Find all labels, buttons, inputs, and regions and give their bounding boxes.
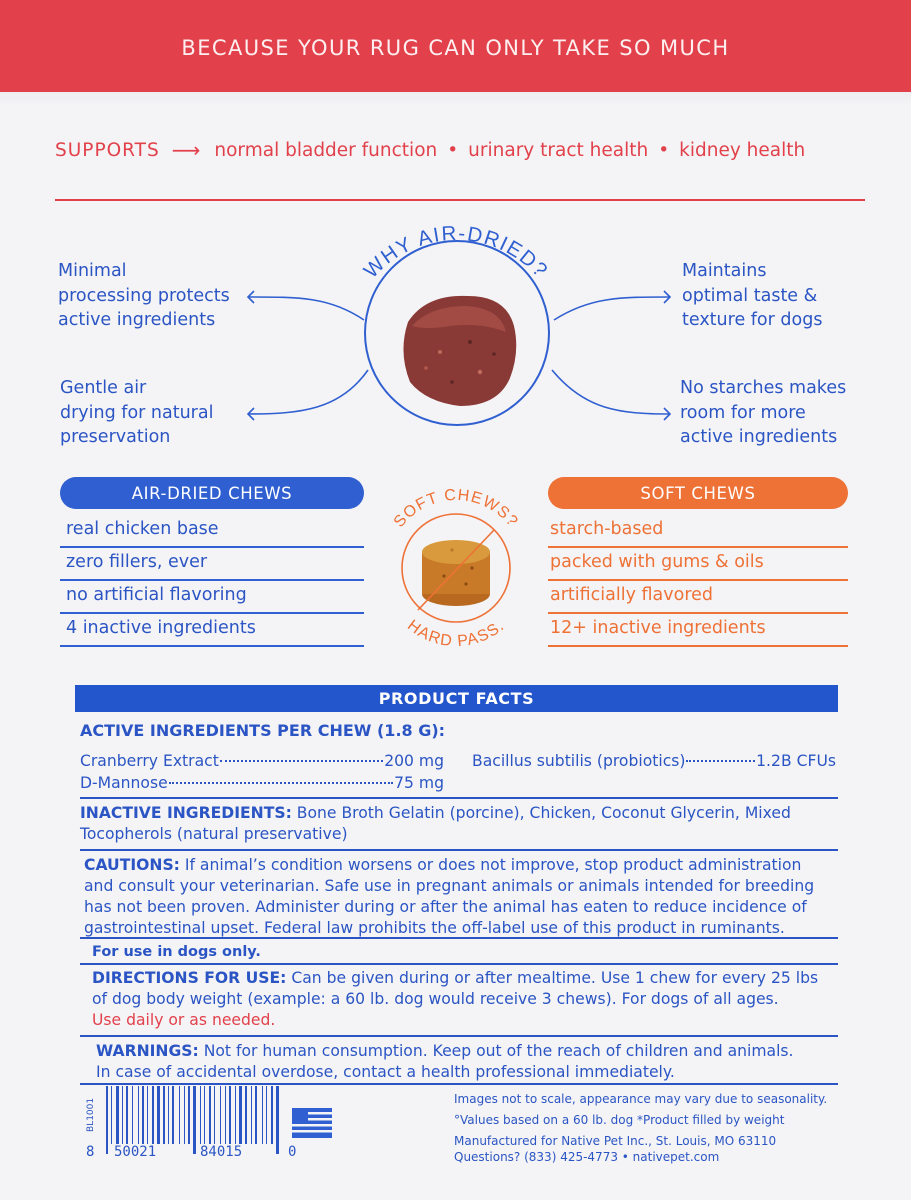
divider [55,199,865,201]
contact-line: Questions? (833) 425-4773 • nativepet.com [454,1150,720,1164]
heading-text: ACTIVE INGREDIENTS PER CHEW (1.8 G): [80,721,446,740]
active-ingredient-row [80,773,444,794]
barcode-digit: 8 [86,1144,95,1160]
text: gastrointestinal upset. Federal law prohibits the off-label use of this product in ruminants. [84,919,785,937]
soft-chews-badge [368,480,544,656]
feature-line: No starches makes [680,378,847,398]
text: In case of accidental overdose, contact a health professional immediately. [96,1063,675,1081]
arrow-right-icon: ⟶ [171,138,201,162]
barcode-bar [220,1086,221,1144]
inactive-ingredients [80,803,840,845]
barcode-bar [204,1086,205,1144]
warnings [96,1041,836,1083]
barcode-digit: 84015 [200,1144,243,1160]
soft-chews-row: starch-based [550,519,664,539]
air-dried-chews-pill: AIR-DRIED CHEWS [60,477,364,509]
text: If animal’s condition worsens or does not improve, stop product administration [184,856,802,874]
ingredient-name: D-Mannose [80,774,168,792]
barcode-bar [271,1086,273,1144]
text: Tocopherols (natural preservative) [80,825,348,843]
barcode-bar [229,1086,231,1144]
barcode-bar [239,1086,242,1144]
barcode-bar [262,1086,263,1144]
ingredient-amount: 200 mg [384,752,444,770]
barcode-bar [147,1086,148,1144]
feature-left-1 [58,259,230,333]
barcode-bar [132,1086,133,1144]
feature-line: room for more [680,402,806,423]
label: WARNINGS: [96,1042,199,1060]
row-divider [60,645,364,647]
text: Use daily or as needed. [92,1011,276,1029]
soft-chews-row: packed with gums & oils [550,552,764,572]
text: For use in dogs only. [92,944,261,960]
facts-divider [80,963,838,965]
feature-line: active ingredients [680,427,838,447]
facts-divider [80,1083,838,1085]
barcode-bar [157,1086,160,1144]
us-flag-icon [292,1108,332,1138]
row-divider [548,546,848,548]
barcode-bar [122,1086,123,1144]
soft-chews-row: 12+ inactive ingredients [550,618,766,638]
row-divider [548,645,848,647]
label: CAUTIONS: [84,856,180,874]
facts-divider [80,849,838,851]
barcode-bar [193,1086,196,1154]
row-divider [60,612,364,614]
barcode-bar [255,1086,257,1144]
ingredient-amount: 1.2B CFUs [756,752,836,770]
feature-line: Gentle air [60,378,147,398]
barcode-bar [209,1086,211,1144]
label: DIRECTIONS FOR USE: [92,969,287,987]
barcode-bar [116,1086,119,1144]
lot-code: BL1001 [86,1097,96,1132]
row-divider [548,579,848,581]
barcode-bar [142,1086,144,1144]
barcode-bar [276,1086,279,1154]
badge-top-text: SOFT CHEWS? [390,486,522,531]
text: Can be given during or after mealtime. Use 1 chew for every 25 lbs [291,969,819,987]
text: Bone Broth Gelatin (porcine), Chicken, Coconut Glycerin, Mixed [296,804,791,822]
text: Not for human consumption. Keep out of the reach of children and animals. [203,1042,794,1060]
barcode-bar [214,1086,215,1144]
air-dried-row: 4 inactive ingredients [66,618,256,638]
text: and consult your veterinarian. Safe use in pregnant animals or animals intended for breeding [84,877,815,895]
leader-dots [169,782,393,784]
top-banner [0,0,911,100]
badge-text: WHY AIR-DRIED? [359,222,553,283]
barcode-bar [184,1086,185,1144]
text: has not been proven. Administer during or after the animal has eaten to reduce incidence of [84,898,807,916]
row-divider [60,579,364,581]
manufacturer-line: Manufactured for Native Pet Inc., St. Louis, MO 63110 [454,1134,777,1148]
barcode-bar [245,1086,247,1144]
why-air-dried-badge [330,222,582,452]
barcode-bar [168,1086,169,1144]
leader-dots [220,760,383,762]
feature-right-2 [680,376,846,450]
soft-chews-pill: SOFT CHEWS [548,477,848,509]
barcode-bar [235,1086,236,1144]
ingredient-name: Bacillus subtilis (probiotics) [472,752,686,770]
feature-line: texture for dogs [682,310,823,330]
supports-row [55,138,865,162]
barcode-bar [138,1086,139,1144]
feature-right-1 [682,259,822,333]
banner-text: BECAUSE YOUR RUG CAN ONLY TAKE SO MUCH [181,36,730,60]
dogs-only-note [92,942,261,963]
supports-heading: SUPPORTS [55,139,160,161]
air-dried-chew-icon [403,296,516,406]
row-divider [60,546,364,548]
text: of dog body weight (example: a 60 lb. dog would receive 3 chews). For dogs of all ages. [92,990,779,1008]
air-dried-row: real chicken base [66,519,219,539]
disclaimer-line: Images not to scale, appearance may vary due to seasonality. [454,1092,828,1106]
facts-divider [80,1035,838,1037]
feature-line: processing protects [58,285,230,306]
barcode-bar [251,1086,252,1144]
bullet-icon: • [658,139,670,161]
active-ingredient-row [80,751,444,772]
feature-line: drying for natural [60,402,214,423]
barcode-bar [152,1086,154,1144]
ingredient-name: Cranberry Extract [80,752,219,770]
row-divider [548,612,848,614]
active-ingredients-heading [80,720,445,741]
feature-left-2 [60,376,213,450]
active-ingredient-row [472,751,836,772]
barcode-digit: 50021 [114,1144,157,1160]
barcode-bar [111,1086,112,1144]
barcode-bar [266,1086,267,1144]
product-facts-header: PRODUCT FACTS [75,685,838,712]
barcode-bar [106,1086,108,1154]
feature-line: Maintains [682,261,767,281]
barcode-bar [163,1086,165,1144]
feature-line: optimal taste & [682,285,818,306]
feature-line: preservation [60,427,171,447]
air-dried-row: no artificial flavoring [66,585,247,605]
soft-chews-row: artificially flavored [550,585,714,605]
cautions [84,855,844,939]
barcode-bar [225,1086,226,1144]
barcode-digit: 0 [288,1144,297,1160]
disclaimer-line: °Values based on a 60 lb. dog *Product filled by weight [454,1113,785,1127]
barcode-bar [179,1086,180,1144]
directions-for-use [92,968,842,1031]
bullet-icon: • [447,139,459,161]
barcode-bar [200,1086,201,1144]
label: INACTIVE INGREDIENTS: [80,804,292,822]
barcode-bar [188,1086,190,1144]
ingredient-amount: 75 mg [394,774,444,792]
barcode-bar [172,1086,174,1144]
air-dried-row: zero fillers, ever [66,552,208,572]
feature-line: Minimal [58,261,127,281]
supports-item: kidney health [679,139,806,161]
facts-divider [80,797,838,799]
pouch-seal [0,92,911,106]
facts-divider [80,937,838,939]
leader-dots [686,760,755,762]
supports-item: urinary tract health [468,139,649,161]
barcode-bar [126,1086,128,1144]
feature-line: active ingredients [58,310,216,330]
supports-item: normal bladder function [214,139,438,161]
badge-bottom-text: HARD PASS. [404,616,508,651]
